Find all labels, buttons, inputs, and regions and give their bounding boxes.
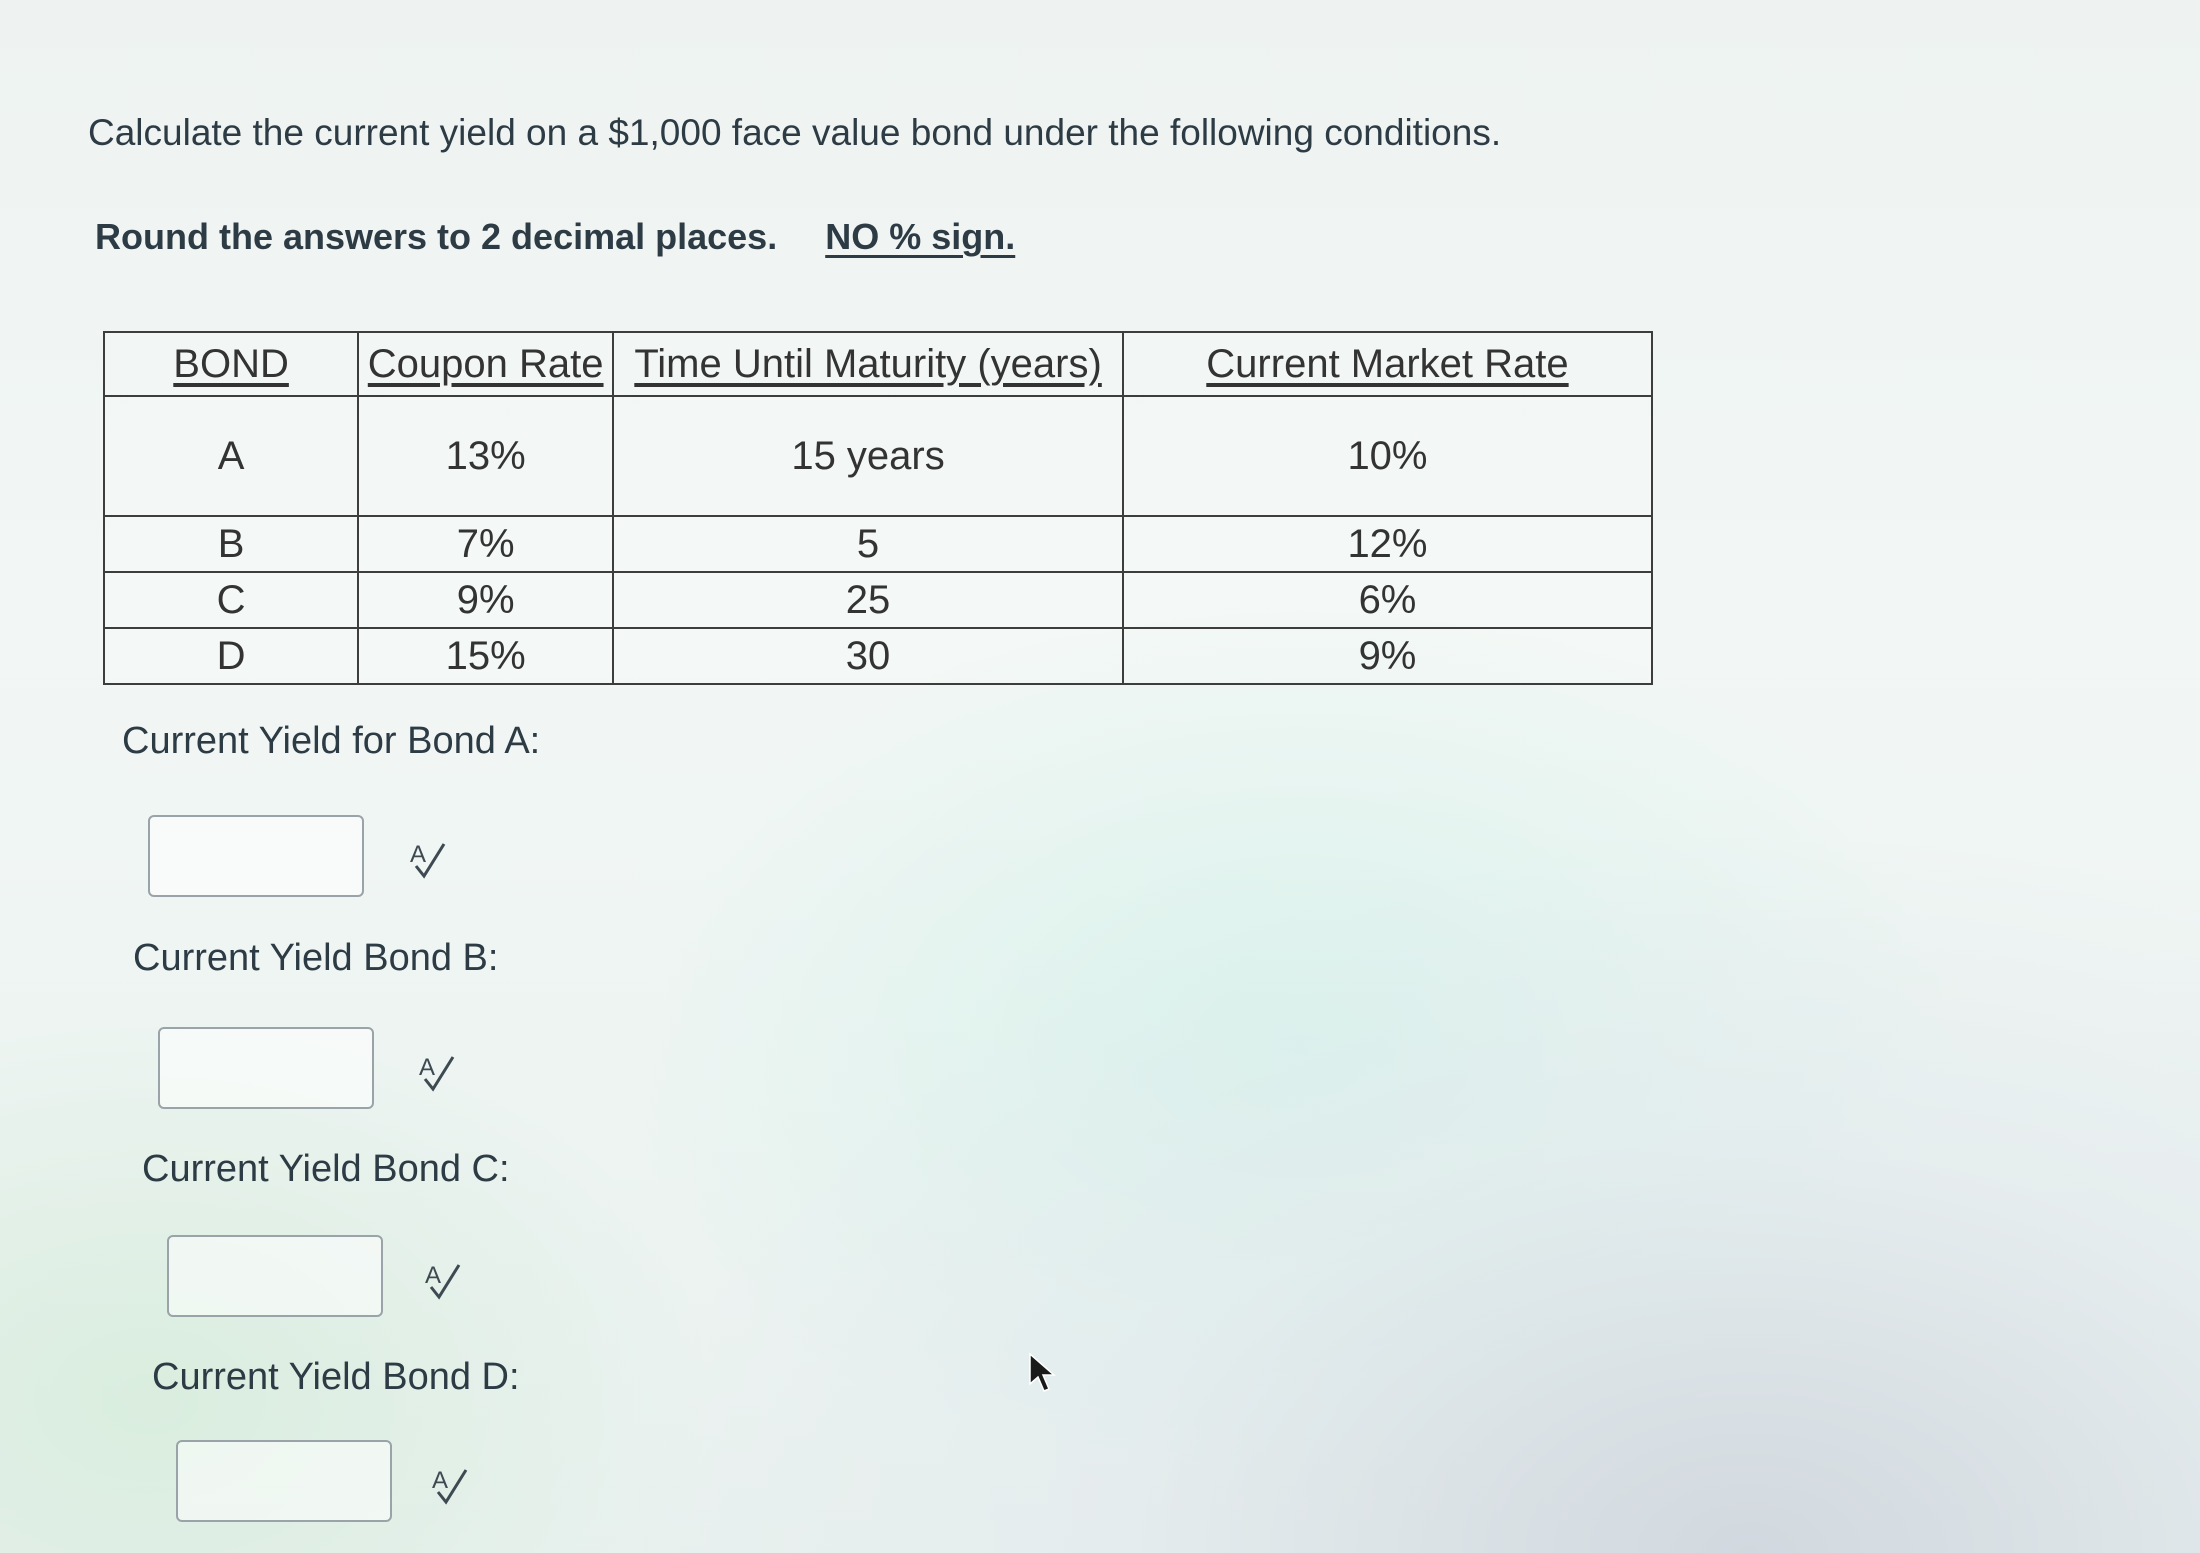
table-row <box>104 628 1652 684</box>
spell-check-icon[interactable] <box>415 1049 459 1093</box>
svg-text:A: A <box>410 841 427 868</box>
answer-input-bond-b[interactable] <box>158 1027 374 1109</box>
cell-bond: C <box>104 572 358 628</box>
header-bond: BOND <box>104 332 358 396</box>
answer-label-bond-b: Current Yield Bond B: <box>133 937 499 979</box>
spell-check-icon[interactable] <box>428 1462 472 1506</box>
svg-text:A: A <box>432 1467 449 1494</box>
table-row <box>104 516 1652 572</box>
answer-input-bond-c[interactable] <box>167 1235 383 1317</box>
svg-text:A: A <box>419 1054 436 1081</box>
svg-text:A: A <box>425 1262 442 1289</box>
header-time-until-maturity: Time Until Maturity (years) <box>613 332 1123 396</box>
no-percent-note: NO % sign. <box>825 216 1016 257</box>
cell-coupon-rate: 9% <box>358 572 613 628</box>
cell-maturity: 15 years <box>613 396 1123 516</box>
cell-market-rate: 6% <box>1123 572 1652 628</box>
cell-bond: B <box>104 516 358 572</box>
spell-check-icon[interactable] <box>421 1257 465 1301</box>
cell-coupon-rate: 13% <box>358 396 613 516</box>
table-row <box>104 396 1652 516</box>
cell-market-rate: 9% <box>1123 628 1652 684</box>
answer-label-bond-a: Current Yield for Bond A: <box>122 720 541 762</box>
bond-conditions-table <box>103 331 1653 685</box>
cell-bond: D <box>104 628 358 684</box>
table-header-row <box>104 332 1652 396</box>
question-prompt: Calculate the current yield on a $1,000 face value bond under the following conditions. <box>88 112 1502 153</box>
cell-maturity: 30 <box>613 628 1123 684</box>
cell-coupon-rate: 15% <box>358 628 613 684</box>
table-row <box>104 572 1652 628</box>
cell-bond: A <box>104 396 358 516</box>
mouse-pointer-icon <box>1028 1352 1058 1394</box>
cell-coupon-rate: 7% <box>358 516 613 572</box>
header-coupon-rate: Coupon Rate <box>358 332 613 396</box>
cell-market-rate: 12% <box>1123 516 1652 572</box>
rounding-instructions <box>95 216 1015 258</box>
spell-check-icon[interactable] <box>406 836 450 880</box>
cell-maturity: 25 <box>613 572 1123 628</box>
answer-label-bond-d: Current Yield Bond D: <box>152 1356 520 1398</box>
answer-input-bond-d[interactable] <box>176 1440 392 1522</box>
rounding-instruction-text: Round the answers to 2 decimal places. <box>95 216 778 257</box>
header-current-market-rate: Current Market Rate <box>1123 332 1652 396</box>
cell-maturity: 5 <box>613 516 1123 572</box>
answer-label-bond-c: Current Yield Bond C: <box>142 1148 510 1190</box>
answer-input-bond-a[interactable] <box>148 815 364 897</box>
cell-market-rate: 10% <box>1123 396 1652 516</box>
